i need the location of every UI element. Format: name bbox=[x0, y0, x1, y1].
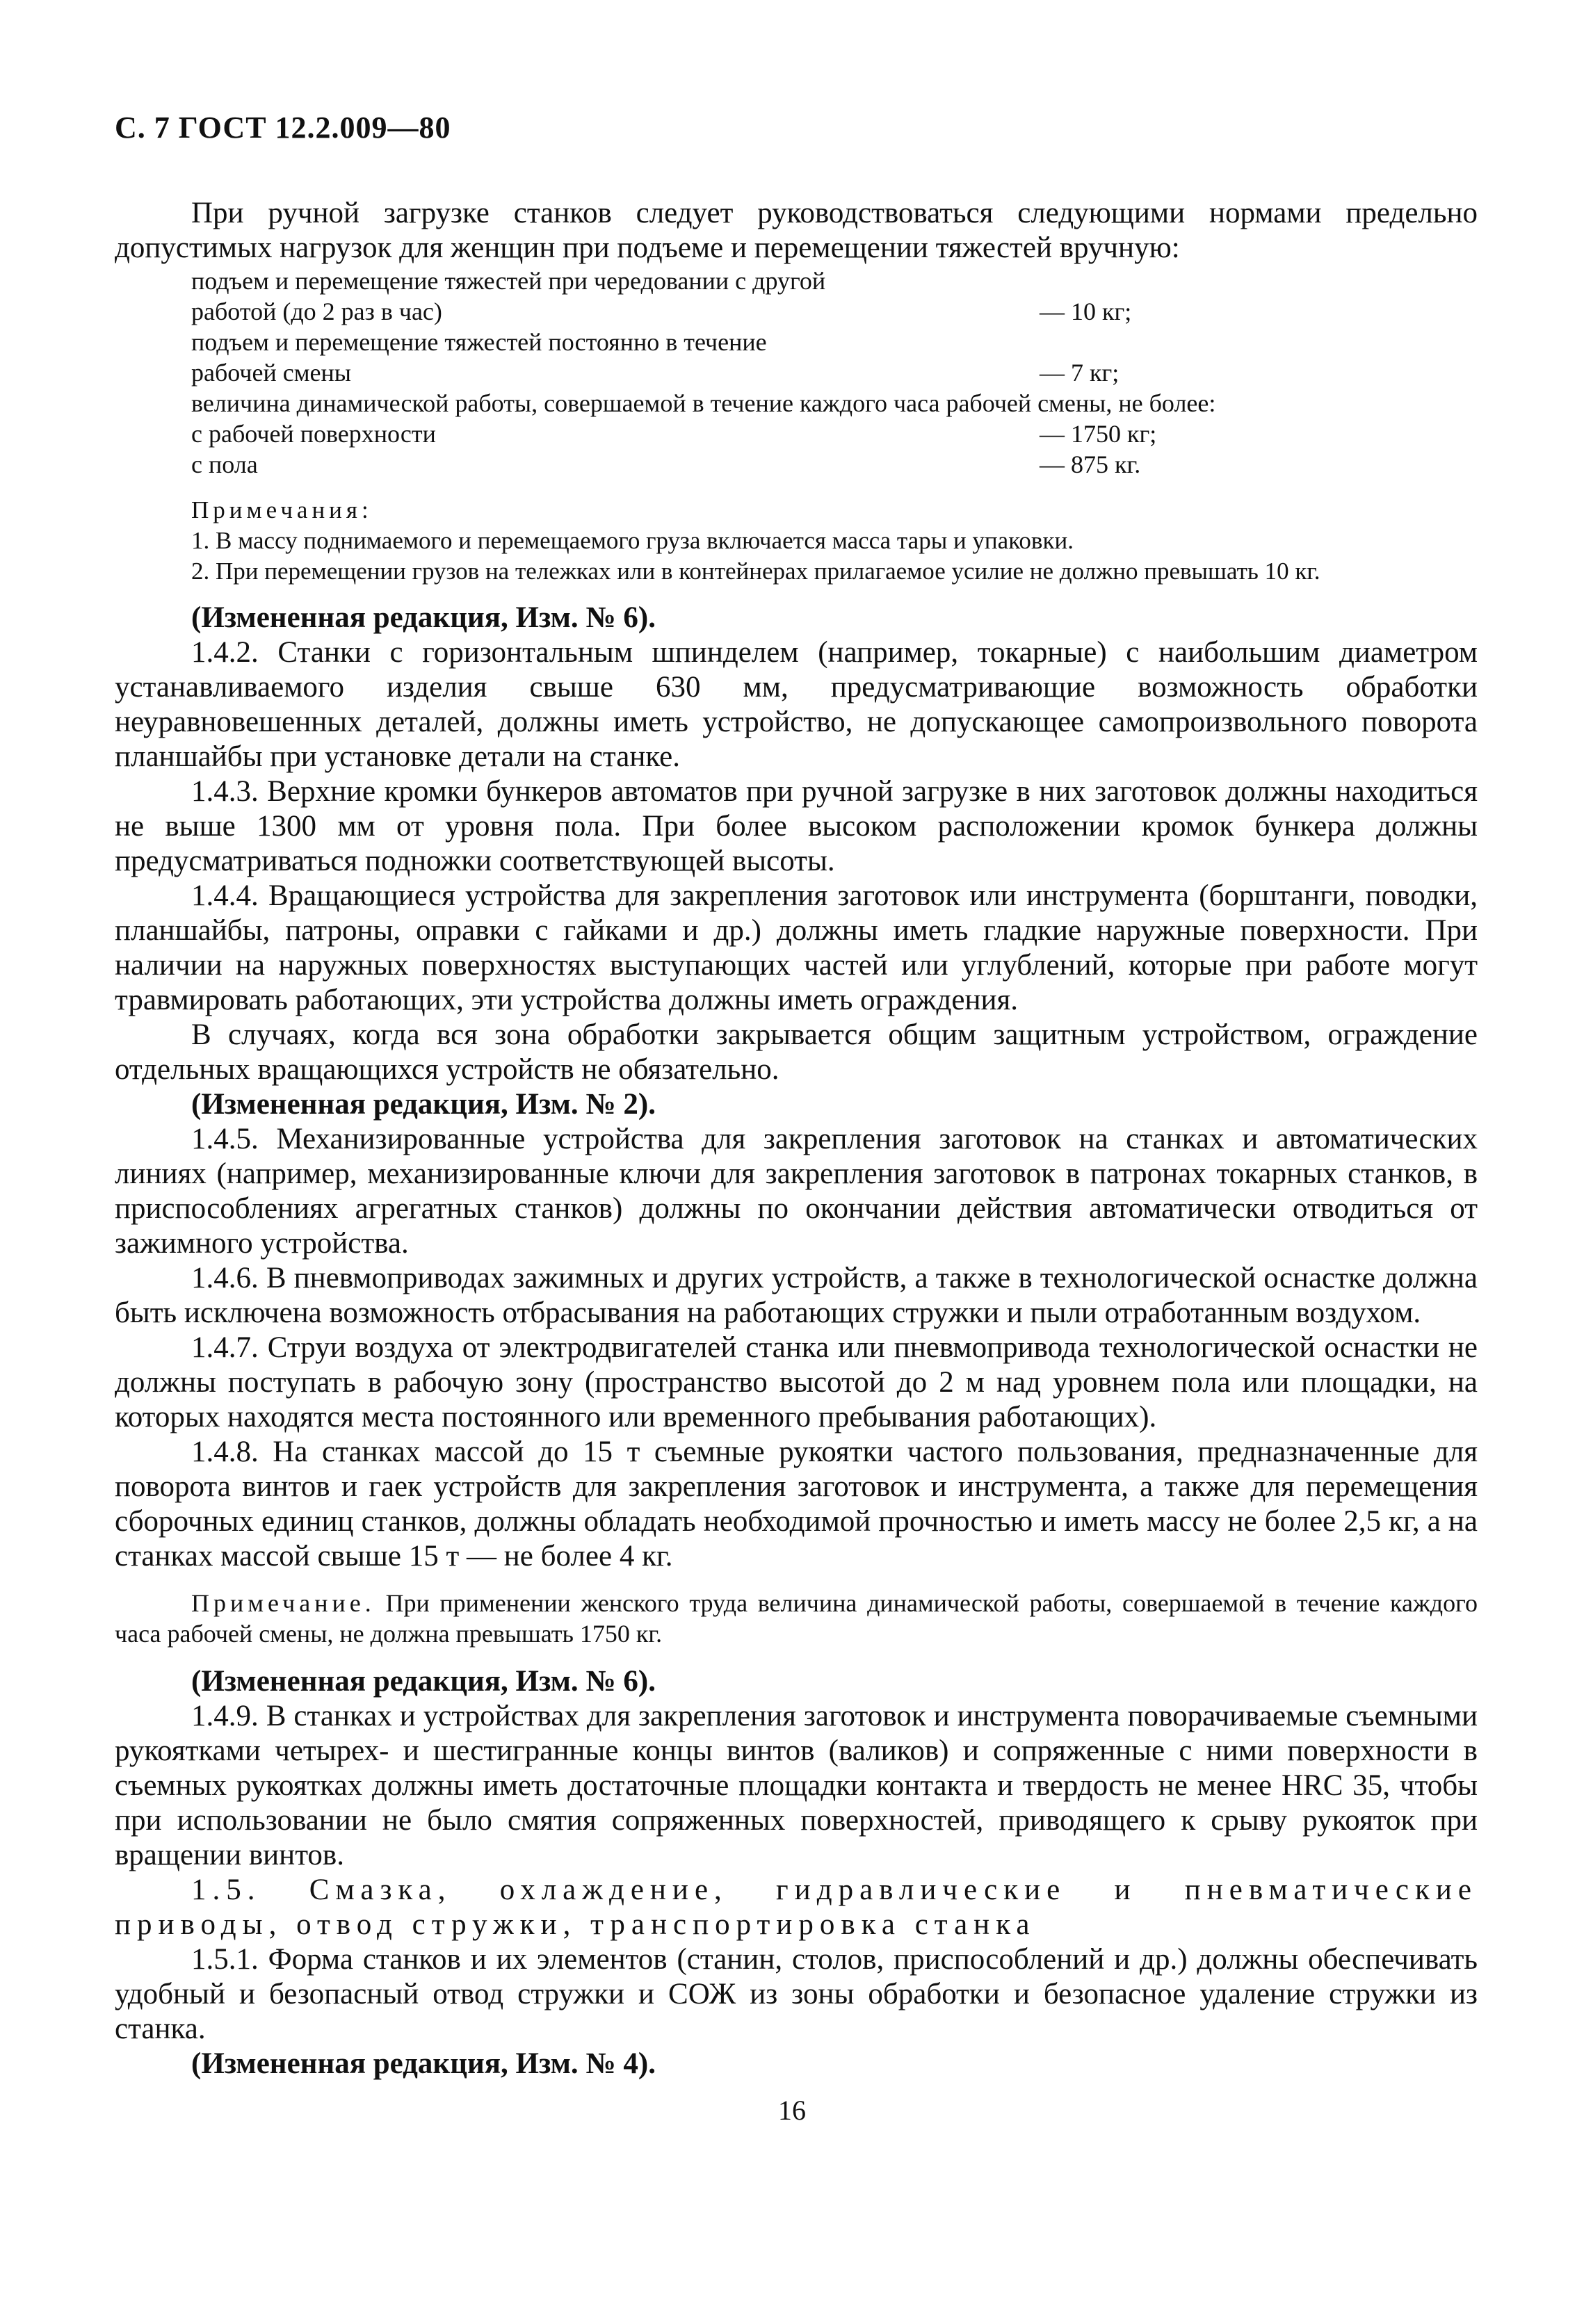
norm-value: — 7 кг; bbox=[1040, 359, 1120, 387]
norm-text: подъем и перемещение тяжестей при чередовании с другой bbox=[191, 267, 826, 295]
edit-note-2: (Измененная редакция, Изм. № 2). bbox=[191, 1088, 656, 1121]
norm-text: с рабочей поверхности bbox=[191, 420, 436, 448]
clause-1-4-9: 1.4.9. В станках и устройствах для закрепления заготовок и инструмента поворачиваемые съемными рукоятками четырех- и шестигранные концы винтов (валиков) и сопряженные с ними поверхности в съемных рукоятках должны иметь достаточные площадки контакта и твердость не менее HRC 35, чтобы при использовании не было смятия сопряженных поверхностей, приводящего к срыву рукояток при вращении винтов. bbox=[115, 1700, 1478, 1871]
norm-text: рабочей смены bbox=[191, 359, 351, 387]
note-item: 2. При перемещении грузов на тележках или в контейнерах прилагаемое усилие не должно превышать 10 кг. bbox=[191, 558, 1320, 585]
edit-note-6: (Измененная редакция, Изм. № 6). bbox=[191, 601, 656, 634]
inline-note bbox=[115, 1588, 1478, 1649]
norm-value: — 875 кг. bbox=[1040, 450, 1141, 478]
inline-note-label: Примечание. bbox=[191, 1589, 375, 1617]
page-number: 16 bbox=[778, 2095, 806, 2126]
edit-note-6b: (Измененная редакция, Изм. № 6). bbox=[191, 1665, 656, 1698]
clause-1-4-3: 1.4.3. Верхние кромки бункеров автоматов при ручной загрузке в них заготовок должны находиться не выше 1300 мм от уровня пола. При более высоком расположении кромок бункера должны предусматриваться подножки соответствующей высоты. bbox=[115, 775, 1478, 877]
norm-text: работой (до 2 раз в час) bbox=[191, 298, 442, 325]
clause-1-4-8: 1.4.8. На станках массой до 15 т съемные рукоятки частого пользования, предназначенные для поворота винтов и гаек устройств для закрепления заготовок и инструмента, а также для перемещения сборочных единиц станков, должны обладать необходимой прочностью и иметь массу не более 2,5 кг, а на станках массой свыше 15 т — не более 4 кг. bbox=[115, 1436, 1478, 1573]
norm-row bbox=[191, 266, 1478, 296]
norm-row bbox=[191, 388, 1478, 419]
norm-text: величина динамической работы, совершаемой в течение каждого часа рабочей смены, не более: bbox=[191, 389, 1216, 417]
norm-row bbox=[191, 449, 1478, 480]
edit-note-4: (Измененная редакция, Изм. № 4). bbox=[191, 2047, 656, 2080]
norm-row bbox=[191, 327, 1478, 357]
norm-row bbox=[191, 357, 1478, 388]
norm-text: с пола bbox=[191, 450, 258, 478]
norm-value: — 1750 кг; bbox=[1040, 420, 1157, 448]
intro-paragraph: При ручной загрузке станков следует руководствоваться следующими нормами предельно допустимых нагрузок для женщин при подъеме и перемещении тяжестей вручную: bbox=[115, 197, 1478, 264]
notes-title: Примечания: bbox=[191, 496, 373, 523]
clause-1-5-1: 1.5.1. Форма станков и их элементов (станин, столов, приспособлений и др.) должны обеспечивать удобный и безопасный отвод стружки и СОЖ из зоны обработки и безопасное удаление стружки из станка. bbox=[115, 1943, 1478, 2045]
clause-1-4-7: 1.4.7. Струи воздуха от электродвигателей станка или пневмопривода технологической оснастки не должны поступать в рабочую зону (пространство высотой до 2 м над уровнем пола или площадки, на которых находятся места постоянного или временного пребывания работающих). bbox=[115, 1331, 1478, 1433]
clause-1-4-4-continued: В случаях, когда вся зона обработки закрывается общим защитным устройством, ограждение отдельных вращающихся устройств не обязательно. bbox=[115, 1018, 1478, 1086]
norm-row bbox=[191, 296, 1478, 327]
inline-note-text: При применении женского труда величина динамической работы, совершаемой в течение каждого часа рабочей смены, не должна превышать 1750 кг. bbox=[115, 1589, 1478, 1648]
clause-1-4-6: 1.4.6. В пневмоприводах зажимных и других устройств, а также в технологической оснастке должна быть исключена возможность отбрасывания на работающих стружки и пыли отработанным воздухом. bbox=[115, 1262, 1478, 1329]
clause-1-4-4: 1.4.4. Вращающиеся устройства для закрепления заготовок или инструмента (борштанги, поводки, планшайбы, патроны, оправки с гайками и др.) должны иметь гладкие наружные поверхности. При наличии на наружных поверхностях выступающих частей или углублений, которые при работе могут травмировать работающих, эти устройства должны иметь ограждения. bbox=[115, 879, 1478, 1016]
norm-text: подъем и перемещение тяжестей постоянно в течение bbox=[191, 328, 767, 356]
norms-list bbox=[191, 266, 1478, 480]
clause-1-4-5: 1.4.5. Механизированные устройства для закрепления заготовок на станках и автоматических линиях (например, механизированные ключи для закрепления заготовок в патронах токарных станков, в приспособлениях агрегатных станков) должны по окончании действия автоматически отводиться от зажимного устройства. bbox=[115, 1123, 1478, 1260]
norm-row bbox=[191, 419, 1478, 449]
norm-value: — 10 кг; bbox=[1040, 298, 1132, 325]
page-content bbox=[115, 196, 1478, 2081]
page-header: С. 7 ГОСТ 12.2.009—80 bbox=[115, 111, 451, 145]
clause-1-4-2: 1.4.2. Станки с горизонтальным шпинделем (например, токарные) с наибольшим диаметром устанавливаемого изделия свыше 630 мм, предусматривающие возможность обработки неуравновешенных деталей, должны иметь устройство, не допускающее самопроизвольного поворота планшайбы при установке детали на станке. bbox=[115, 636, 1478, 773]
note-item: 1. В массу поднимаемого и перемещаемого груза включается масса тары и упаковки. bbox=[191, 527, 1074, 554]
notes-block bbox=[191, 495, 1478, 587]
section-1-5-title: 1.5. Смазка, охлаждение, гидравлические и пневматические приводы, отвод стружки, транспортировка станка bbox=[115, 1874, 1478, 1941]
